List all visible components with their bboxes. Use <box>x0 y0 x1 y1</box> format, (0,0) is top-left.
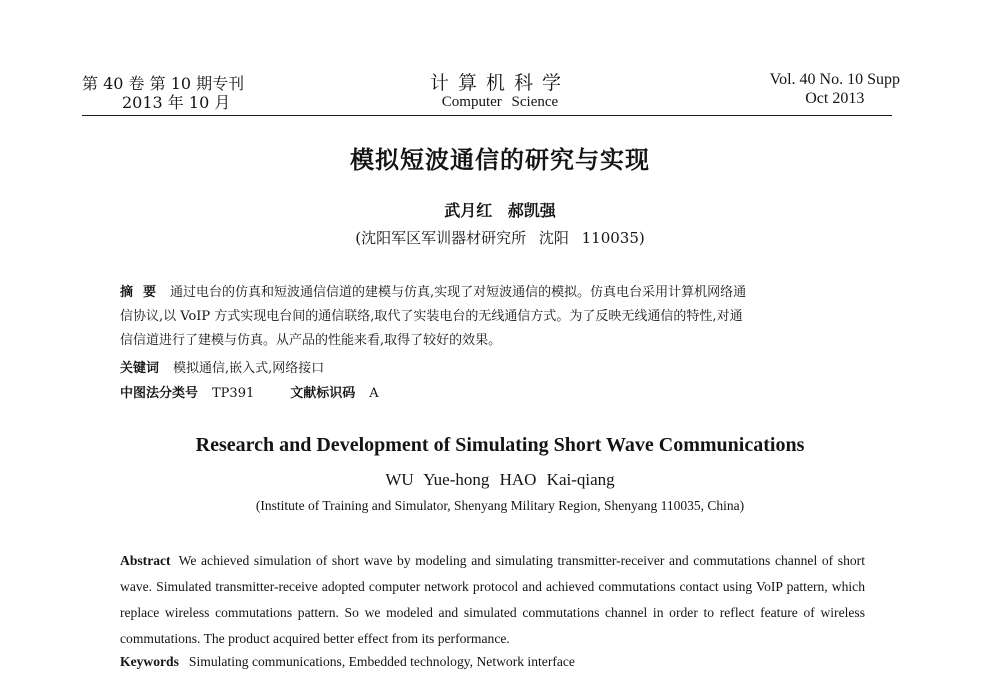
journal-name <box>380 72 620 111</box>
keywords-en-value: Simulating communications, Embedded technology, Network interface <box>188 654 575 669</box>
keywords-cn-value: 模拟通信,嵌入式,网络接口 <box>173 361 325 376</box>
volume-issue-en: Vol. 40 No. 10 Supp <box>769 71 900 88</box>
abstract-en-label: Abstract <box>120 553 171 568</box>
abstract-en-text: We achieved simulation of short wave by modeling and simulating transmitter-receiver and commutations channel of short wave. Simulated transmitter-receive adopted computer network protocol and achieved commutations contact using VoIP pattern, which replace wireless commutations pattern. So we modeled and simulated commutations channel in order to reflect feature of wireless commutations. The product acquired better effect from its performance. <box>120 553 865 646</box>
running-header-left <box>82 74 244 112</box>
classification-label: 中图法分类号 <box>120 386 199 401</box>
keywords-en-label: Keywords <box>120 654 179 669</box>
running-header-right <box>770 70 900 108</box>
paper-title-en: Research and Development of Simulating Short Wave Communications <box>195 434 805 456</box>
abstract-cn-line-2: 信协议,以 VoIP 方式实现电台间的通信联络,取代了实装电台的无线通信方式。为了反映无线通信的特性,对通 <box>120 309 743 324</box>
issue-date-cn: 2013 年 10 月 <box>122 93 231 112</box>
abstract-cn-label: 摘要 <box>120 285 167 300</box>
abstract-cn-line-3: 信信道进行了建模与仿真。从产品的性能来看,取得了较好的效果。 <box>120 333 502 348</box>
header-rule <box>82 115 892 116</box>
doc-code-label: 文献标识码 <box>290 386 356 401</box>
issue-date-en: Oct 2013 <box>805 90 865 107</box>
journal-name-en: Computer Science <box>441 94 559 110</box>
keywords-cn <box>120 357 324 376</box>
affiliation-en: (Institute of Training and Simulator, Shenyang Military Region, Shenyang 110035, China) <box>255 498 745 513</box>
keywords-cn-label: 关键词 <box>120 361 160 376</box>
journal-name-cn: 计算机科学 <box>429 72 570 94</box>
paper-title-cn: 模拟短波通信的研究与实现 <box>350 146 650 174</box>
abstract-en <box>120 548 865 652</box>
affiliation-cn: (沈阳军区军训器材研究所 沈阳 110035) <box>355 229 645 247</box>
authors-cn: 武月红 郝凯强 <box>444 201 556 220</box>
authors-en: WU Yue-hong HAO Kai-qiang <box>385 470 615 489</box>
abstract-cn-line-1 <box>120 281 746 305</box>
abstract-cn <box>120 281 746 353</box>
keywords-en <box>120 654 575 670</box>
classification-line <box>120 382 379 401</box>
abstract-cn-text-1: 通过电台的仿真和短波通信信道的建模与仿真,实现了对短波通信的模拟。仿真电台采用计算机网络通 <box>170 285 747 300</box>
classification-value: TP391 <box>212 386 255 401</box>
doc-code-value: A <box>369 386 379 401</box>
volume-issue: 第 40 卷 第 10 期专刊 <box>82 74 245 93</box>
